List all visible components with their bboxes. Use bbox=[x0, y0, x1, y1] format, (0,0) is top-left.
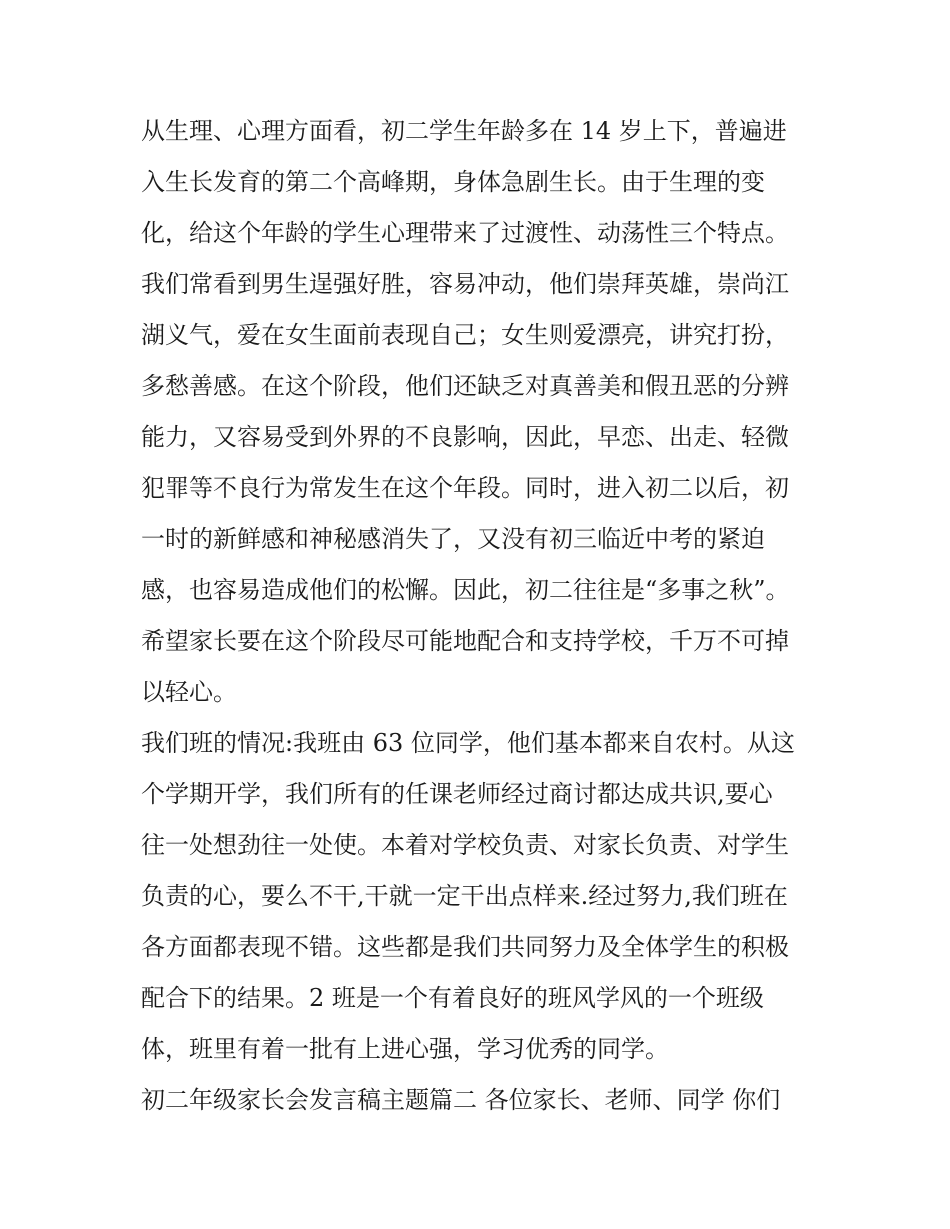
text-line: 个学期开学，我们所有的任课老师经过商讨都达成共识,要心 bbox=[141, 780, 773, 808]
text-line: 化，给这个年龄的学生心理带来了过渡性、动荡性三个特点。 bbox=[141, 219, 789, 247]
text-line: 能力，又容易受到外界的不良影响，因此，早恋、出走、轻微 bbox=[141, 423, 789, 451]
paragraph-2 bbox=[141, 718, 821, 1075]
text-line: 犯罪等不良行为常发生在这个年段。同时，进入初二以后，初 bbox=[141, 474, 789, 502]
text-line: 配合下的结果。2 班是一个有着良好的班风学风的一个班级 bbox=[141, 984, 764, 1012]
text-line: 以轻心。 bbox=[141, 678, 237, 706]
text-line: 各方面都表现不错。这些都是我们共同努力及全体学生的积极 bbox=[141, 933, 789, 961]
text-line: 一时的新鲜感和神秘感消失了，又没有初三临近中考的紧迫 bbox=[141, 525, 765, 553]
paragraph-1 bbox=[141, 106, 821, 718]
paragraph-3 bbox=[141, 1075, 821, 1126]
text-line: 从生理、心理方面看，初二学生年龄多在 14 岁上下，普遍进 bbox=[141, 117, 787, 145]
text-line: 体，班里有着一批有上进心强，学习优秀的同学。 bbox=[141, 1035, 669, 1063]
text-line: 往一处想劲往一处使。本着对学校负责、对家长负责、对学生 bbox=[141, 831, 789, 859]
text-line: 入生长发育的第二个高峰期，身体急剧生长。由于生理的变 bbox=[141, 168, 765, 196]
document-body bbox=[141, 106, 821, 1126]
text-line: 希望家长要在这个阶段尽可能地配合和支持学校，千万不可掉 bbox=[141, 627, 789, 655]
text-line: 我们常看到男生逞强好胜，容易冲动，他们崇拜英雄，崇尚江 bbox=[141, 270, 789, 298]
text-line: 初二年级家长会发言稿主题篇二 各位家长、老师、同学 你们 bbox=[141, 1086, 781, 1114]
text-line: 多愁善感。在这个阶段，他们还缺乏对真善美和假丑恶的分辨 bbox=[141, 372, 789, 400]
text-line: 湖义气，爱在女生面前表现自己；女生则爱漂亮，讲究打扮， bbox=[141, 321, 789, 349]
text-line: 负责的心，要么不干,干就一定干出点样来.经过努力,我们班在 bbox=[141, 882, 788, 910]
text-line: 感，也容易造成他们的松懈。因此，初二往往是“多事之秋”。 bbox=[141, 576, 790, 604]
text-line: 我们班的情况:我班由 63 位同学，他们基本都来自农村。从这 bbox=[141, 729, 795, 757]
